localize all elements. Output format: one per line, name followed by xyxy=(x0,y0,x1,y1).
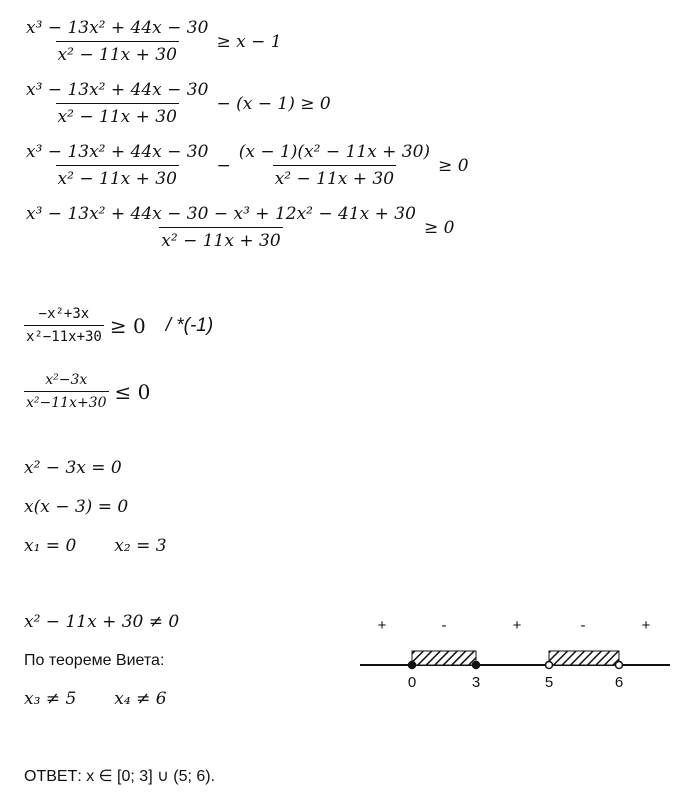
root-x2: x₂ = 3 xyxy=(114,536,167,556)
answer: ОТВЕТ: x ∈ [0; 3] ∪ (5; 6). xyxy=(24,768,216,785)
fraction xyxy=(24,80,210,127)
roots-numerator xyxy=(24,536,167,556)
interval-sign: - xyxy=(441,617,447,634)
inequality-step-4 xyxy=(24,204,454,251)
point-label: 3 xyxy=(471,674,481,691)
denominator: x² − 11x + 30 xyxy=(56,41,179,65)
shaded-interval xyxy=(412,651,476,665)
interval-sign: + xyxy=(641,617,651,634)
numerator: x³ − 13x² + 44x − 30 xyxy=(26,80,209,100)
root-x1: x₁ = 0 xyxy=(24,536,77,556)
excluded-x3: x₃ ≠ 5 xyxy=(24,689,77,709)
inequality-simplified xyxy=(24,306,213,345)
point-label: 5 xyxy=(544,674,554,691)
numerator: (x − 1)(x² − 11x + 30) xyxy=(238,142,431,162)
inequality-original xyxy=(24,18,282,65)
right-side: ≥ 0 xyxy=(109,313,146,338)
shaded-interval xyxy=(549,651,619,665)
fraction-left xyxy=(24,142,210,189)
fraction xyxy=(24,18,210,65)
fraction-right xyxy=(237,142,432,189)
interval-sign: + xyxy=(377,617,387,634)
numerator: x³ − 13x² + 44x − 30 xyxy=(26,142,209,162)
fraction xyxy=(24,372,109,411)
point-closed xyxy=(473,662,480,669)
denominator: x² − 11x + 30 xyxy=(273,165,396,189)
fraction xyxy=(24,306,104,345)
numerator: x²−3x xyxy=(45,372,88,388)
numerator: x³ − 13x² + 44x − 30 − x³ + 12x² − 41x + 30 xyxy=(26,204,416,224)
denominator: x² − 11x + 30 xyxy=(56,103,179,127)
interval-sign: + xyxy=(512,617,522,634)
equation-numerator: x² − 3x = 0 xyxy=(24,458,122,478)
inequality-step-2 xyxy=(24,80,331,127)
inequality-flipped xyxy=(24,372,150,411)
point-label: 6 xyxy=(614,674,624,691)
right-side: ≤ 0 xyxy=(114,379,151,404)
point-open xyxy=(616,662,623,669)
denominator: x²−11x+30 xyxy=(24,391,109,411)
number-line-diagram xyxy=(355,608,685,698)
right-side: − (x − 1) ≥ 0 xyxy=(216,93,331,114)
excluded-x4: x₄ ≠ 6 xyxy=(114,689,167,709)
denominator: x²−11x+30 xyxy=(24,325,104,345)
interval-sign: - xyxy=(580,617,586,634)
inequality-step-3 xyxy=(24,142,469,189)
multiply-note: / *(-1) xyxy=(165,314,214,336)
denominator: x² − 11x + 30 xyxy=(159,227,282,251)
right-side: ≥ x − 1 xyxy=(216,31,282,52)
point-closed xyxy=(409,662,416,669)
denominator: x² − 11x + 30 xyxy=(56,165,179,189)
numerator: −x²+3x xyxy=(38,306,90,322)
numerator: x³ − 13x² + 44x − 30 xyxy=(26,18,209,38)
right-side: ≥ 0 xyxy=(423,217,455,238)
equation-factored: x(x − 3) = 0 xyxy=(24,497,129,517)
denominator-condition: x² − 11x + 30 ≠ 0 xyxy=(24,612,180,632)
vieta-note: По теореме Виета: xyxy=(24,652,165,669)
point-open xyxy=(546,662,553,669)
right-side: ≥ 0 xyxy=(438,155,469,176)
point-label: 0 xyxy=(407,674,417,691)
minus-sign: − xyxy=(216,155,231,176)
excluded-points xyxy=(24,689,167,709)
fraction xyxy=(24,204,418,251)
